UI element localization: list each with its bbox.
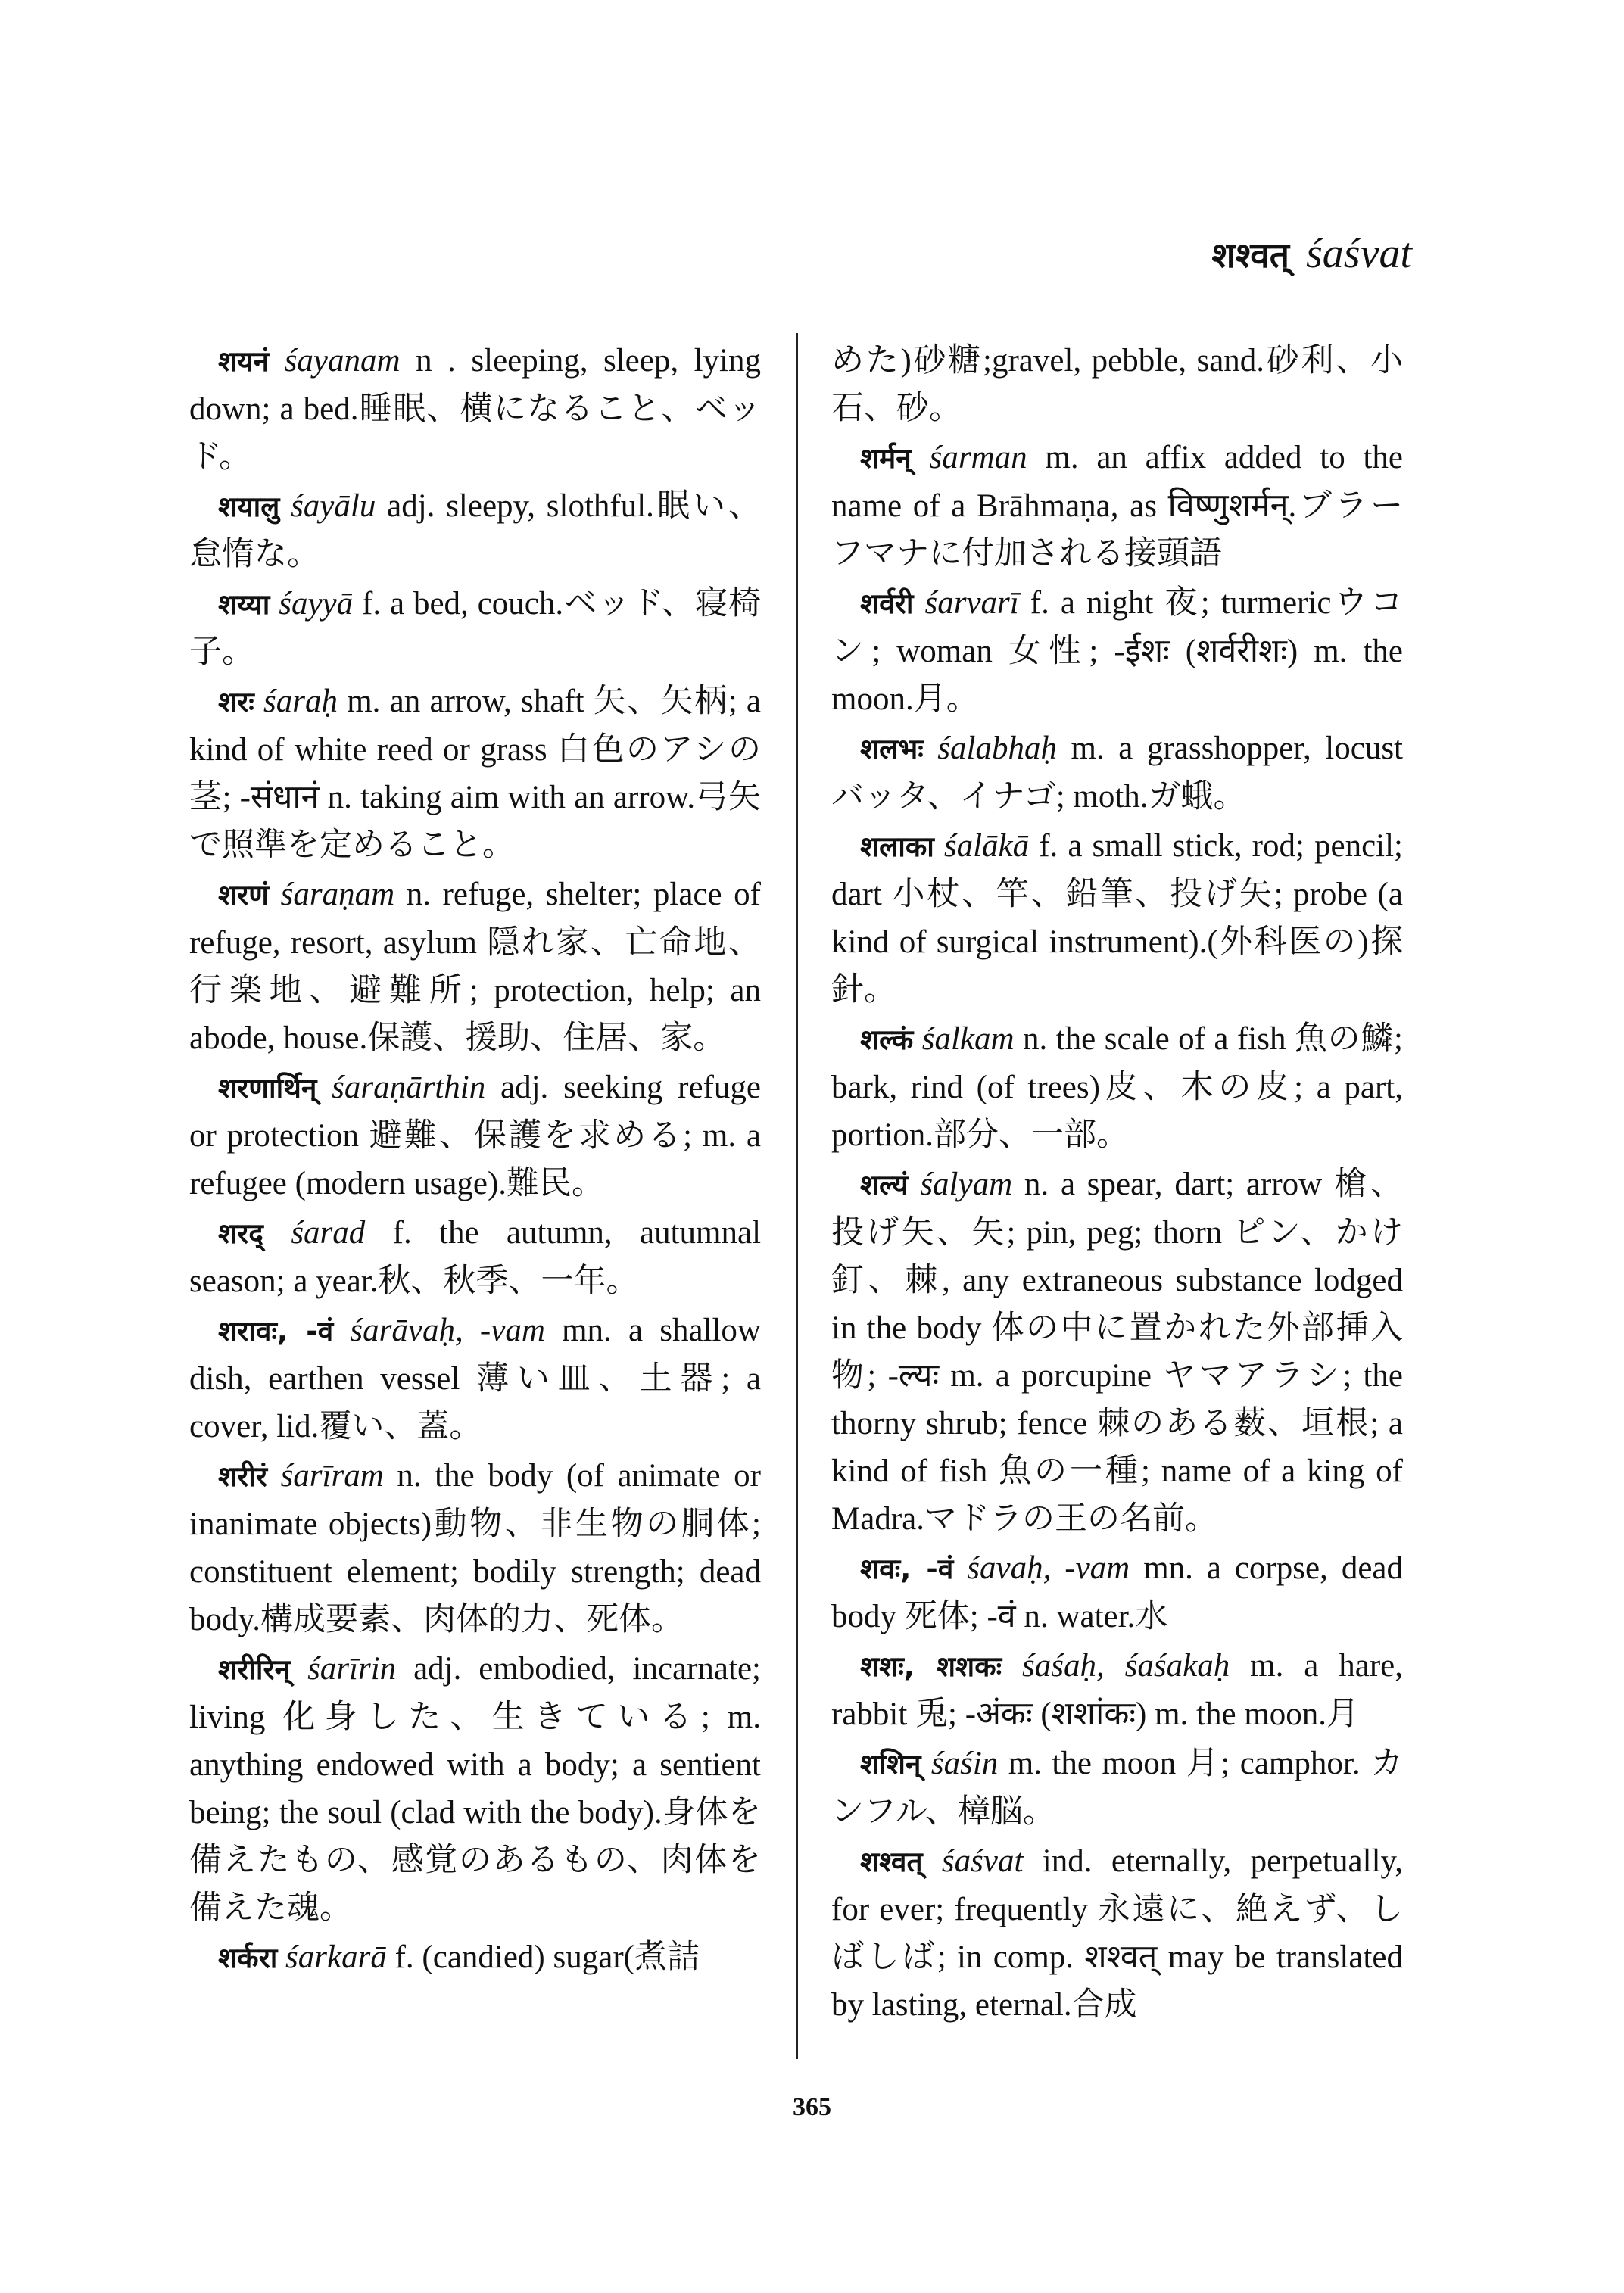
entry-headword: शरणार्थिन् [218,1072,317,1104]
entry-headword: शरः [218,686,254,718]
entry-definition: adj. sleepy, slothful.眠い、怠惰な。 [189,488,761,572]
dictionary-entry [189,337,761,481]
entry-definition: mn. a shallow dish, earthen vessel 薄い皿、土器; a cover, lid.覆い、蓋。 [189,1313,761,1444]
entry-definition: f. a night 夜; turmericウコン; woman 女性; -ईशः (शर्वरीशः) m. the moon.月。 [831,585,1403,717]
page-number: 365 [793,2093,831,2121]
entry-transliteration: śayālu [291,488,376,524]
entry-headword: शरीरिन् [218,1653,291,1686]
entry-transliteration: śayanam [284,343,401,379]
entry-headword: शयनं [218,345,270,378]
dictionary-entry [831,1837,1403,2029]
entry-headword: शयालु [218,491,280,523]
entry-headword: शल्कं [860,1023,914,1056]
entry-transliteration: śavaḥ, -vam [967,1550,1130,1586]
entry-transliteration: śayyā [279,586,354,622]
entry-transliteration: śarad [291,1215,366,1251]
entry-headword: शरावः, -वं [218,1315,334,1347]
header-roman: śaśvat [1306,230,1412,277]
entry-transliteration: śaraṇam [280,877,395,912]
entry-transliteration: śarāvaḥ, -vam [350,1313,545,1348]
entry-definition: n. the body (of animate or inanimate objects)動物、非生物の胴体; constituent element; bodily strength; dead body.構成要素、肉体的力、死体。 [189,1458,761,1637]
entry-transliteration: śaraḥ [263,684,338,719]
entry-headword: शश्वत् [860,1846,923,1878]
entry-headword: शलाका [860,830,934,863]
dictionary-entry [831,1015,1403,1159]
entry-definition: f. a bed, couch.ベッド、寝椅子。 [189,586,762,670]
entry-transliteration: śaraṇārthin [332,1070,486,1105]
dictionary-entry [831,822,1403,1014]
entry-transliteration: śalākā [943,828,1030,864]
entry-continuation: めた)砂糖;gravel, pebble, sand.砂利、小石、砂。 [831,343,1403,426]
dictionary-entry [189,580,761,676]
dictionary-entry [189,482,761,578]
entry-definition: mn. a corpse, dead body 死体; -वं n. water.水 [831,1550,1404,1634]
dictionary-entry [831,1161,1403,1543]
entry-headword: शल्यं [860,1169,909,1201]
entry-definition: m. the moon 月; camphor. カンフル、樟脳。 [831,1746,1404,1830]
entry-transliteration: śaśvat [941,1843,1024,1879]
entry-headword: शलभः [860,733,924,765]
dictionary-entry [831,1544,1403,1640]
entry-definition: n . sleeping, sleep, lying down; a bed.睡眠、横になること、ベッド。 [189,343,761,475]
entry-definition: m. a hare, rabbit 兎; -अंकः (शशांकः) m. the moon.月 [831,1648,1403,1732]
dictionary-entry [189,1452,761,1643]
entry-definition: f. the autumn, autumnal season; a year.秋、秋季、一年。 [189,1215,762,1299]
dictionary-entry [189,678,761,869]
entry-transliteration: śarman [929,440,1027,475]
entry-transliteration: śarkarā [285,1939,387,1975]
right-column [831,337,1403,2030]
header-devanagari: शश्वत् [1211,235,1289,276]
entry-headword: शशः, शशकः [860,1650,1002,1683]
dictionary-entry [831,1642,1403,1738]
entry-definition: n. refuge, shelter; place of refuge, resort, asylum 隠れ家、亡命地、行楽地、避難所; protection, help; an abode, house.保護、援助、住居、家。 [189,877,761,1056]
column-divider [796,333,798,2059]
entry-transliteration: śalkam [921,1021,1015,1057]
entry-headword: शर्मन् [860,442,912,475]
entry-definition: m. a grasshopper, locust バッタ、イナゴ; moth.ガ蛾。 [831,731,1403,815]
entry-headword: शरणं [218,879,270,911]
entry-headword: शवः, -वं [860,1553,954,1585]
entry-transliteration: śarīrin [307,1651,397,1687]
entry-headword: शरीरं [218,1460,268,1493]
entry-transliteration: śarvarī [924,585,1019,621]
entry-headword: शर्करा [218,1942,278,1974]
entry-transliteration: śarīram [280,1458,384,1494]
dictionary-entry [189,1933,761,1982]
entry-transliteration: śaśin [930,1746,999,1781]
dictionary-entry [189,1064,761,1207]
dictionary-entry [189,1307,761,1450]
entry-definition: m. an arrow, shaft 矢、矢柄; a kind of white reed or grass 白色のアシの茎; -संधानं n. taking aim with an arrow.弓矢で照準を定めること。 [189,684,762,863]
entry-headword: शर्वरी [860,587,914,620]
entry-definition: n. a spear, dart; arrow 槍、投げ矢、矢; pin, peg; thorn ピン、かけ釘、棘, any extraneous substance lodged in the body 体の中に置かれた外部挿入物; -ल्यः m. a porcupine ヤマアラシ; the thorny shrub; fence 棘のある薮、垣根; a kind of fish 魚の一種; name of a king of Madra.マドラの王の名前。 [831,1167,1403,1537]
dictionary-entry [189,1645,761,1932]
entry-headword: शरद् [218,1217,263,1250]
entry-transliteration: śalyam [920,1167,1013,1202]
entry-transliteration: śalabhaḥ [937,731,1057,766]
entry-definition: f. a small stick, rod; pencil; dart 小杖、竿、鉛筆、投げ矢; probe (a kind of surgical instrument).(外科医の)探針。 [831,828,1403,1008]
dictionary-entry [831,434,1403,578]
entry-definition: adj. seeking refuge or protection 避難、保護を求める; m. a refugee (modern usage).難民。 [189,1070,761,1201]
dictionary-entry [831,1740,1403,1836]
dictionary-entry [831,579,1403,723]
entry-headword: शशिन् [860,1748,921,1781]
running-header [1211,227,1412,282]
entry-definition: f. (candied) sugar(煮詰 [386,1939,700,1975]
entry-definition: n. the scale of a fish 魚の鱗; bark, rind (of trees)皮、木の皮; a part, portion.部分、一部。 [831,1021,1403,1153]
left-column [189,337,761,1983]
entry-definition: adj. embodied, incarnate; living 化身した、生きている; m. anything endowed with a body; a sentient being; the soul (clad with the body).身体を備えたもの、感覚のあるもの、肉体を備えた魂。 [189,1651,762,1926]
dictionary-entry [189,871,761,1062]
entry-definition: ind. eternally, perpetually, for ever; frequently 永遠に、絶えず、しばしば; in comp. शश्वत् may be translated by lasting, eternal.合成 [831,1843,1403,2023]
entry-transliteration: śaśaḥ, śaśakaḥ [1022,1648,1230,1684]
entry-definition: m. an affix added to the name of a Brāhmaṇa, as विष्णुशर्मन्.ブラーフマナに付加される接頭語 [831,440,1404,572]
dictionary-entry [189,1209,761,1305]
entry-headword: शय्या [218,588,270,621]
dictionary-entry [831,724,1403,821]
